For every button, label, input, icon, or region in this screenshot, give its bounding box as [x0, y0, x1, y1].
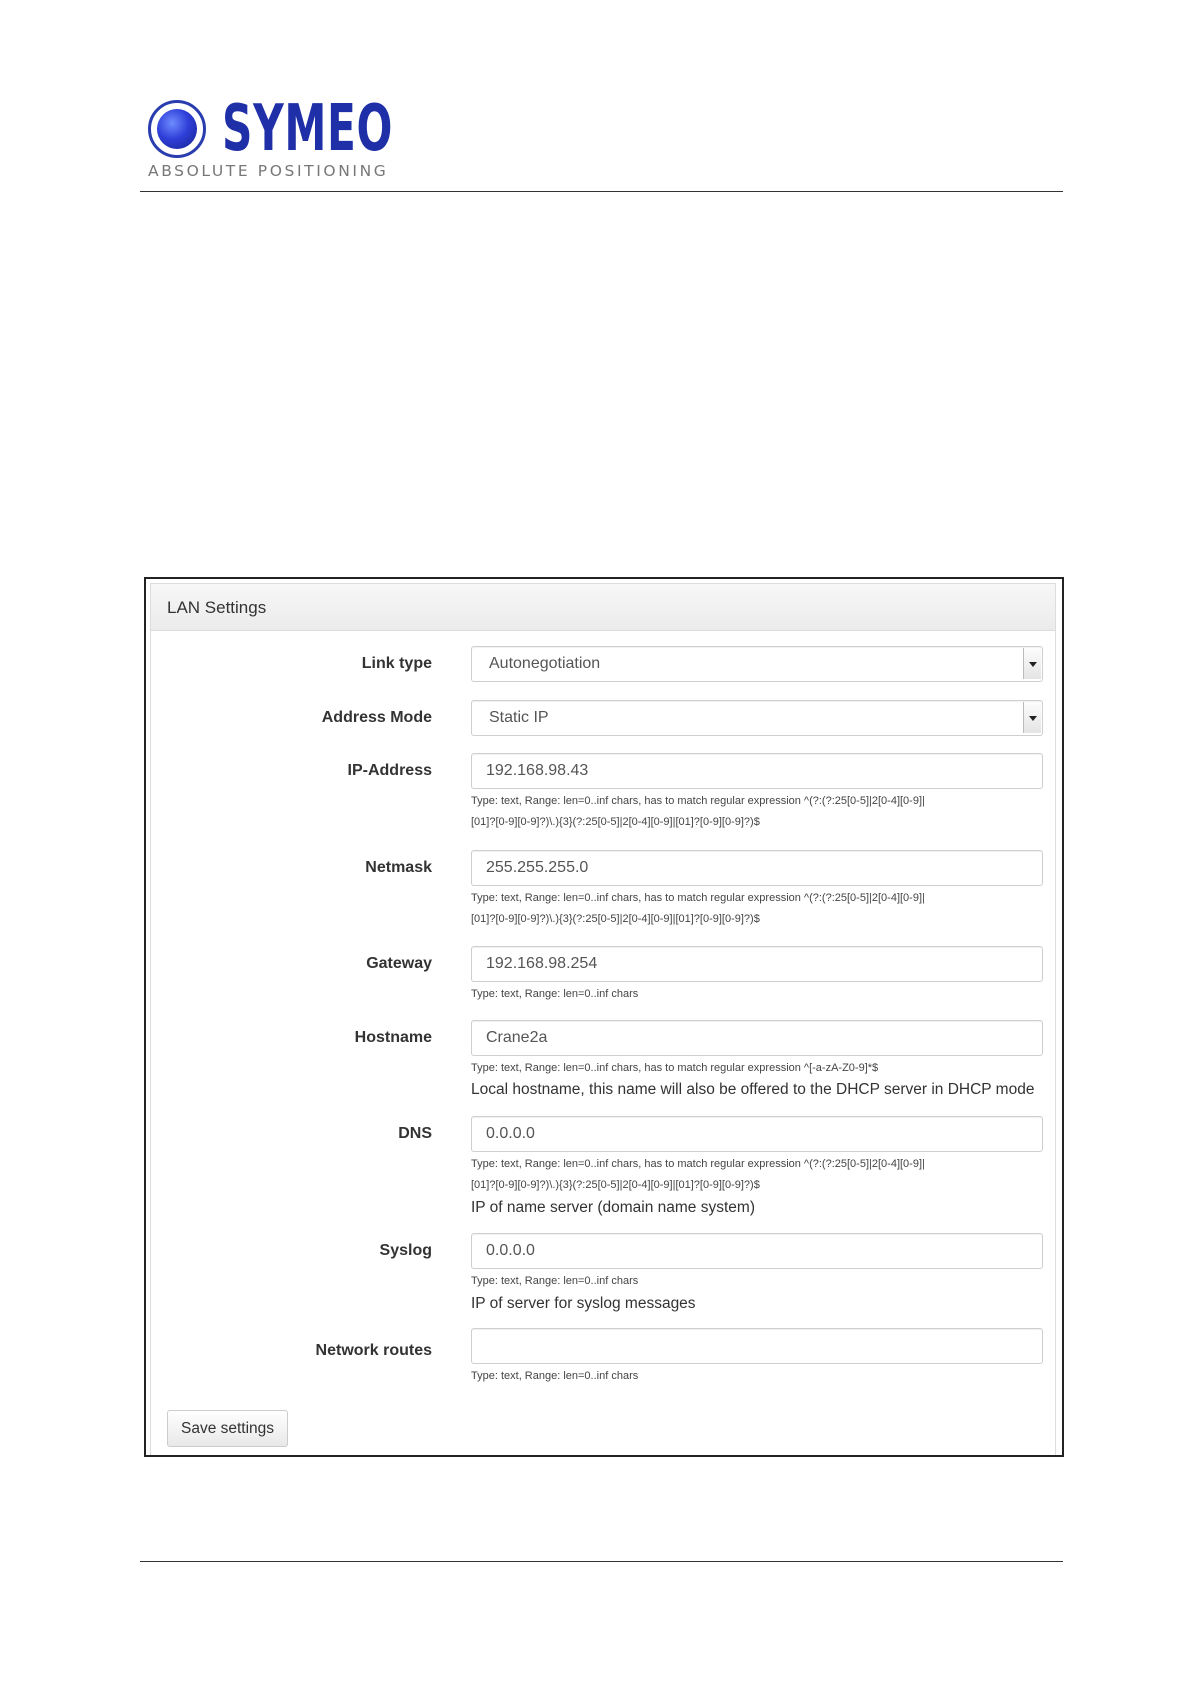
- hostname-field[interactable]: [471, 1020, 1043, 1056]
- hostname-label: Hostname: [354, 1029, 432, 1046]
- network-routes-label: Network routes: [315, 1342, 432, 1359]
- gateway-help-line-1: Type: text, Range: len=0..inf chars: [471, 988, 639, 1000]
- dns-help-line-1: Type: text, Range: len=0..inf chars, has to match regular expression ^(?:(?:25[0-5]|2[0-4][0-9]|: [471, 1158, 925, 1170]
- netmask-field[interactable]: [471, 850, 1043, 886]
- chevron-down-icon[interactable]: [1023, 648, 1041, 679]
- hostname-description: Local hostname, this name will also be offered to the DHCP server in DHCP mode: [471, 1081, 1035, 1098]
- panel-heading: [151, 584, 1055, 631]
- gateway-label: Gateway: [366, 955, 432, 972]
- network-routes-field[interactable]: [471, 1328, 1043, 1364]
- address-mode-select[interactable]: [471, 700, 1043, 736]
- save-settings-button[interactable]: Save settings: [167, 1410, 288, 1447]
- netmask-label: Netmask: [365, 859, 432, 876]
- footer-divider: [140, 1561, 1063, 1562]
- dns-help: [471, 1154, 1043, 1196]
- panel-title: LAN Settings: [167, 598, 267, 617]
- dns-help-line-2: [01]?[0-9][0-9]?)\.){3}(?:25[0-5]|2[0-4][0-9]|[01]?[0-9][0-9]?)$: [471, 1179, 760, 1191]
- address-mode-value: Static IP: [489, 709, 549, 726]
- dns-label: DNS: [398, 1125, 432, 1142]
- syslog-description: IP of server for syslog messages: [471, 1295, 696, 1312]
- syslog-label: Syslog: [379, 1242, 432, 1259]
- globe-icon: [148, 100, 206, 158]
- logo-wordmark: SYMEO: [222, 92, 394, 166]
- gateway-field[interactable]: [471, 946, 1043, 982]
- dns-field[interactable]: [471, 1116, 1043, 1152]
- hostname-help-line-1: Type: text, Range: len=0..inf chars, has to match regular expression ^[-a-zA-Z0-9]*$: [471, 1062, 879, 1074]
- hostname-help: [471, 1058, 1043, 1079]
- header-divider: [140, 191, 1063, 192]
- ip-address-label: IP-Address: [347, 762, 432, 779]
- ip-address-help-line-2: [01]?[0-9][0-9]?)\.){3}(?:25[0-5]|2[0-4][0-9]|[01]?[0-9][0-9]?)$: [471, 816, 760, 828]
- netmask-help-line-1: Type: text, Range: len=0..inf chars, has to match regular expression ^(?:(?:25[0-5]|2[0-4][0-9]|: [471, 892, 925, 904]
- netmask-help-line-2: [01]?[0-9][0-9]?)\.){3}(?:25[0-5]|2[0-4][0-9]|[01]?[0-9][0-9]?)$: [471, 913, 760, 925]
- lan-settings-panel: [150, 583, 1056, 1455]
- ip-address-help-line-1: Type: text, Range: len=0..inf chars, has to match regular expression ^(?:(?:25[0-5]|2[0-4][0-9]|: [471, 795, 925, 807]
- syslog-field[interactable]: [471, 1233, 1043, 1269]
- chevron-down-icon[interactable]: [1023, 702, 1041, 733]
- address-mode-label: Address Mode: [321, 709, 432, 726]
- logo-tagline: ABSOLUTE POSITIONING: [148, 162, 389, 180]
- link-type-label: Link type: [361, 655, 432, 672]
- link-type-value: Autonegotiation: [489, 655, 601, 672]
- screenshot-frame: [144, 577, 1064, 1457]
- network-routes-help: [471, 1366, 1043, 1387]
- ip-address-help: [471, 791, 1043, 833]
- syslog-help-line-1: Type: text, Range: len=0..inf chars: [471, 1275, 639, 1287]
- syslog-help: [471, 1271, 1043, 1292]
- network-routes-help-line-1: Type: text, Range: len=0..inf chars: [471, 1370, 639, 1382]
- link-type-select[interactable]: [471, 646, 1043, 682]
- netmask-help: [471, 888, 1043, 930]
- ip-address-field[interactable]: [471, 753, 1043, 789]
- gateway-help: [471, 984, 1043, 1005]
- symeo-logo: [148, 92, 394, 182]
- dns-description: IP of name server (domain name system): [471, 1199, 755, 1216]
